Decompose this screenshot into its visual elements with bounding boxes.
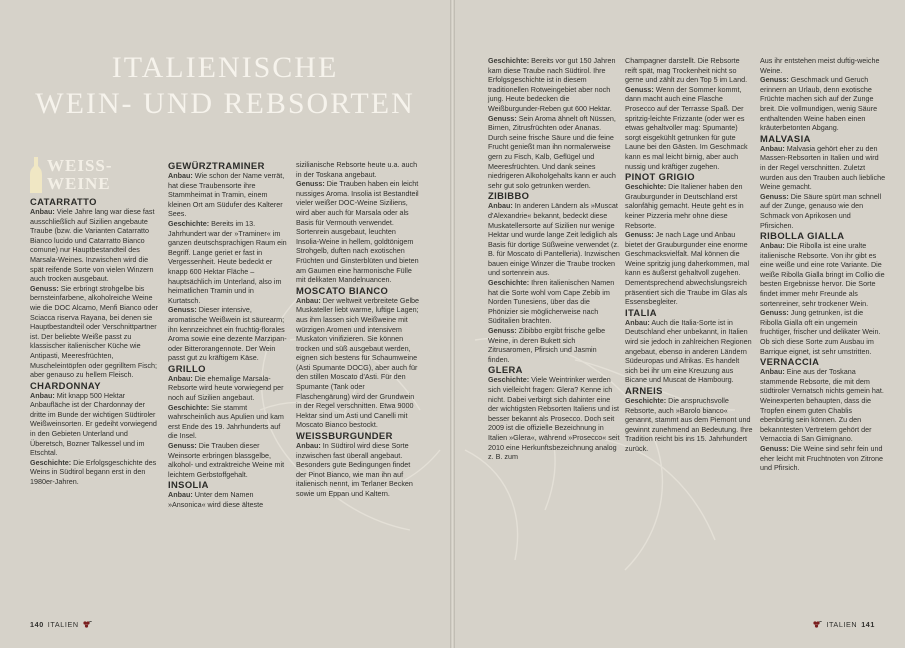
paragraph — [488, 201, 620, 278]
paragraph — [168, 441, 288, 479]
text: Malvasia gehört eher zu den Massen-Rebsorten in Italien und wird in der Regel verschnitten. Zuletzt wurden aus den Trauben auch liebliche Weine gemacht. — [760, 143, 886, 192]
paragraph — [30, 458, 158, 487]
text: Viele Weintrinker werden sich vielleicht fragen: Glera? Kenne ich nicht. Dabei verbirgt sich dahinter eine der wichtigsten Rebsorten Italiens und ist besser bekannt als Prosecco. Doch seit 2009 ist die offizielle Bezeichnung in Italien »Glera«, während »Prosecco« seit 2010 eine Herkunftsbezeichnung analog z. B. zum — [488, 375, 620, 462]
text: Die Weine sind sehr fein und eher leicht mit Fruchtnoten von Zitrone und Pfirsich. — [760, 443, 884, 473]
label: Genuss: — [760, 75, 789, 85]
paragraph — [30, 207, 158, 284]
heading-arneis: ARNEIS — [625, 385, 663, 396]
label: Genuss: — [168, 305, 197, 315]
label: Anbau: — [760, 367, 785, 377]
heading-moscato-bianco: MOSCATO BIANCO — [296, 284, 389, 296]
paragraph — [760, 192, 886, 230]
text: Mit knapp 500 Hektar Anbaufläche ist der Chardonnay der dritte im Bunde der wichtigen Südtiroler Weißweinsorten. Er gedeiht vorwiegend in den Gebieten Unterland und Überetsch, Bozner Talkessel und im Etschtal. — [30, 390, 157, 458]
heading-weissburgunder: WEISSBURGUNDER — [296, 430, 393, 442]
text: Sie stammt wahrscheinlich aus Apulien und kam erst Ende des 19. Jahrhunderts auf die Insel. — [168, 402, 284, 441]
text: Wenn der Sommer kommt, dann macht auch eine Flasche Prosecco auf der Terrasse Spaß. Der spritzig-leichte Frizzante (oder wer es etwas gehaltvoller mag: Spumante) sorgt eisgekühlt getrunken für gute Laune bei den Gästen. Im Geschmack kann es mal leicht birnig, aber auch nussig und kräftiger zugehen. — [625, 84, 748, 171]
grape-icon — [83, 621, 92, 628]
wine-bottle-icon — [30, 157, 42, 193]
heading-zibibbo: ZIBIBBO — [488, 190, 530, 202]
text: Die Trauben dieser Weinsorte erbringen blassgelbe, alkohol- und extraktreiche Weine mit leichtem Gerbstoffgehalt. — [168, 441, 285, 479]
heading-pinot-grigio: PINOT GRIGIO — [625, 171, 695, 183]
text: Die Italiener haben den Grauburgunder in Deutschland erst salonfähig gemacht. Heute geht es in keiner Pizzeria mehr ohne diese Rebsorte. — [625, 182, 744, 230]
text: Dieser intensive, aromatische Weißwein ist säurearm; ihn kennzeichnet ein fruchtig-florales Aroma sowie eine dezente Marzipan- oder Bitterorangennote. Der Wein passt gut zu kräftigem Käse. — [168, 305, 287, 363]
column-3 — [296, 160, 420, 499]
section-heading — [30, 157, 113, 193]
text: Sie erbringt strohgelbe bis bernsteinfarbene, alkoholreiche Weine wie die DOC Alcamo, Menfi Bianco oder Sciacca riserva Rayana, bei denen sie Hauptbestandteil oder Verschnittpartner ist. Der beliebte Weiße passt zu klassischer italienischer Küche wie Antipasti, Meeresfrüchten, Muscheleintöpfen oder gegrilltem Fisch; aber genauso zu hellem Fleisch. — [30, 283, 158, 380]
text: Eine aus der Toskana stammende Rebsorte, die mit dem südtiroler Vernatsch nichts gemein hat. Weinexperten behaupten, dass die Tropfen einem guten Chablis ebenbürtig sein können. Zu den bekanntesten Vertretern gehört der Vernaccia di San Gimignano. — [760, 367, 884, 444]
label: Genuss: — [625, 230, 654, 240]
heading-grillo: GRILLO — [168, 362, 206, 374]
title-line-2: WEIN- UND REBSORTEN — [35, 87, 415, 120]
text: Jung getrunken, ist die Ribolla Gialla oft ein ungemein fruchtiger, frischer und delikater Wein. Ob sich diese Sorte zum Ausbau im Barrique eignet, ist sehr umstritten. — [760, 308, 881, 356]
paragraph — [488, 375, 620, 461]
heading-chardonnay: CHARDONNAY — [30, 379, 101, 391]
label: Genuss: — [625, 84, 654, 94]
column-4 — [488, 56, 620, 462]
text: Die Säure spürt man schnell auf der Zunge, genauso wie den Schmack von Aprikosen und Pfirsichen. — [760, 191, 882, 230]
column-5 — [625, 56, 753, 454]
label: Anbau: — [488, 201, 513, 211]
page-number: 140 — [30, 620, 44, 629]
paragraph — [168, 219, 288, 305]
heading-vernaccia: VERNACCIA — [760, 356, 820, 368]
column-2 — [168, 160, 288, 510]
paragraph: Aus ihr entstehen meist duftig-weiche Weine. — [760, 56, 880, 75]
paragraph: sizilianische Rebsorte heute u.a. auch in der Toskana angebaut. — [296, 160, 418, 179]
label: Anbau: — [30, 390, 55, 400]
paragraph — [625, 85, 753, 171]
paragraph — [30, 391, 158, 458]
label: Geschichte: — [168, 218, 210, 228]
text: Die anspruchsvolle Rebsorte, auch »Barolo bianco« genannt, stammt aus dem Piemont und gewinnt zunehmend an Bedeutung. Ihre Tradition reicht bis ins 15. Jahrhundert zurück. — [625, 396, 753, 453]
text: In Südtirol wird diese Sorte inzwischen fast überall angebaut. Besonders gute Bedingungen findet der Pinot Bianco, wie man ihn auf italienisch nennt, im Terlaner Becken sowie um Eppan und Kaltern. — [296, 441, 413, 498]
label: Anbau: — [760, 241, 785, 251]
section-title-line-1: WEISS- — [47, 156, 113, 175]
label: Genuss: — [760, 443, 789, 453]
label: Anbau: — [30, 207, 55, 216]
label: Genuss: — [488, 113, 517, 123]
paragraph — [760, 444, 886, 473]
label: Geschichte: — [488, 278, 530, 288]
text: Zibibbo ergibt frische gelbe Weine, in deren Bukett sich Zitrusaromen, Pfirsich und Jasmin finden. — [488, 326, 606, 364]
text: Der weltweit verbreitete Gelbe Muskateller liebt warme, luftige Lagen; aus ihm lassen sich Weißweine mit würzigen Aromen und intensivem Muskaton vinifizieren. Sie können trocken und süß ausgebaut werden, eignen sich bestens für Schaumweine (Asti Spumante DOCG), aber auch für den stillen Moscato d'Asti. Für den Spumante (Tank oder Flaschengärung) wird der Grundwein in der Regel verschnitten. Etwa 9000 Hektar sind um Asti und Canelli mit Moscato Bianco bestockt. — [296, 295, 420, 430]
paragraph — [625, 396, 753, 454]
text: Wie schon der Name verrät, hat diese Traubensorte ihre Stammheimat in Tramin, einem kleinen Ort am Südufer des Kalterer Sees. — [168, 171, 285, 219]
paragraph: Champagner darstellt. Die Rebsorte reift spät, mag Trockenheit nicht so gerne und zählt zu den Top 5 im Land. — [625, 56, 748, 85]
text: Die Erfolgsgeschichte des Weins in Südtirol begann erst in den 1980er-Jahren. — [30, 457, 157, 487]
right-page — [455, 0, 905, 648]
left-page — [0, 0, 450, 648]
label: Anbau: — [296, 295, 321, 305]
label: Anbau: — [625, 317, 650, 327]
heading-italia: ITALIA — [625, 306, 657, 318]
label: Genuss: — [30, 283, 59, 293]
text: In anderen Ländern als »Muscat d'Alexandrie« bekannt, bedeckt diese Muskatellersorte auf Sizilien nur wenige Hektar und wurde lange Zeit lediglich als Basis für dortige Süßweine verwendet (z. B. für Moscato di Pantelleria). Inzwischen bauen einige Winzer die Traube trocken und sortenrein aus. — [488, 201, 620, 278]
label: Geschichte: — [625, 182, 667, 192]
text: Ihren italienischen Namen hat die Sorte wohl vom Cape Zebib im Norden Tunesiens, über das die Phönizier sie möglicherweise nach Süditalien brachten. — [488, 278, 615, 326]
paragraph — [168, 305, 288, 363]
section-title — [47, 157, 113, 193]
label: Anbau: — [168, 373, 193, 383]
column-1 — [30, 196, 158, 487]
paragraph — [168, 171, 288, 219]
text: Die Ribolla ist eine uralte italienische Rebsorte. Von ihr gibt es eine weiße und eine rote Variante. Die weiße Ribolla Gialla bringt im Collio die besten Ergebnisse hervor. Die Sorte findet immer mehr Freunde als sortenreiner, sehr trockener Wein. — [760, 241, 885, 308]
chapter-name: ITALIEN — [47, 620, 79, 629]
label: Anbau: — [168, 490, 193, 500]
heading-catarratto: CATARRATTO — [30, 196, 97, 207]
text: Viele Jahre lang war diese fast ausschließlich auf Sizilien angebaute Traube (bzw. die Varianten Catarratto Bianco lucido und Catarratto Bianco comune) nur Hauptbestandteil des Marsala-Weines. Inzwischen wird die spät reifende Sorte von vielen Winzern auch trocken ausgebaut. — [30, 207, 155, 284]
heading-glera: GLERA — [488, 364, 523, 376]
label: Genuss: — [488, 326, 517, 336]
text: Die Trauben haben ein leicht nussiges Aroma. Insolia ist Bestandteil vieler weißer DOC-Weine Siziliens, wird aber auch für Marsala oder als Basis für Vermouth verwendet. Sortenrein ausgebaut, leuchten Insolia-Weine in hellem, goldtönigem Strohgelb, duften nach exotischen Früchten und Ginsterblüten und bieten am Gaumen eine harmonische Fülle mit delikaten Mandelnuancen. — [296, 179, 419, 285]
title-line-1: ITALIENISCHE — [111, 51, 339, 84]
text: Sein Aroma ähnelt oft Nüssen, Birnen, Zitrusfrüchten oder Ananas. Durch seine frische Säure und die feine Frucht genießt man ihn normalerweise gern zu Fisch, Kalb, Geflügel und Meeresfrüchten. Und dank seines niedrigeren Alkoholgehalts kann er auch sehr gut solo getrunken werden. — [488, 113, 616, 190]
text: Auch die Italia-Sorte ist in Deutschland eher unbekannt, in Italien wird sie jedoch in zahlreichen Regionen angebaut, ebenso in anderen Ländern Südeuropas und Afrikas. Es handelt sich bei ihr um eine Kreuzung aus Bicane und Muscat de Hambourg. — [625, 317, 752, 385]
section-title-line-2: WEINE — [47, 174, 111, 193]
text: Unter dem Namen »Ansonica« wird diese älteste — [168, 490, 264, 509]
heading-malvasia: MALVASIA — [760, 132, 811, 144]
paragraph — [488, 326, 620, 364]
paragraph — [168, 490, 288, 509]
paragraph — [168, 374, 288, 403]
paragraph — [760, 308, 886, 356]
paragraph — [296, 296, 420, 430]
paragraph — [296, 179, 420, 285]
text: Bereits im 13. Jahrhundert war der »Traminer« im ganzen deutschsprachigen Raum ein Begriff. Lange geriet er fast in Vergessenheit. Heute bedeckt er knapp 600 Hektar Fläche – hauptsächlich im Unterland, also im heimatlichen Tramin und in Kurtatsch. — [168, 218, 287, 305]
paragraph — [168, 403, 288, 441]
paragraph — [30, 284, 158, 380]
heading-insolia: INSOLIA — [168, 479, 209, 491]
page-number: 141 — [861, 620, 875, 629]
paragraph — [760, 144, 886, 192]
chapter-name: ITALIEN — [826, 620, 858, 629]
label: Geschichte: — [625, 396, 667, 405]
paragraph — [488, 56, 620, 114]
label: Genuss: — [296, 179, 325, 189]
paragraph — [625, 230, 753, 307]
paragraph — [760, 241, 886, 308]
text: Bereits vor gut 150 Jahren kam diese Traube nach Südtirol. Ihre Erfolgsgeschichte ist in diesem traditionellen Rotweingebiet aber noch jung. Heute bedecken die Weißburgunder-Reben gut 600 Hektar. — [488, 56, 616, 113]
text: Je nach Lage und Anbau bietet der Grauburgunder eine enorme Geschmacksvielfalt. Mal können die Weine spritzig jung daherkommen, mal kann es äußerst gehaltvoll zugehen. Dementsprechend abwechslungsreich präsentiert sich die Traube im Glas als Essensbegleiter. — [625, 230, 750, 307]
text: Die ehemalige Marsala-Rebsorte wird heute vorwiegend per noch auf Sizilien angebaut. — [168, 373, 284, 403]
paragraph — [488, 278, 620, 326]
label: Genuss: — [168, 441, 197, 451]
paragraph — [625, 182, 753, 230]
label: Anbau: — [168, 171, 193, 180]
paragraph — [760, 75, 886, 133]
paragraph — [760, 367, 886, 444]
label: Geschichte: — [488, 375, 530, 385]
column-6 — [760, 56, 886, 473]
paragraph — [625, 318, 753, 385]
label: Genuss: — [760, 308, 789, 318]
label: Geschichte: — [30, 457, 72, 467]
label: Geschichte: — [168, 402, 210, 412]
left-footer — [30, 620, 92, 629]
heading-ribolla-gialla: RIBOLLA GIALLA — [760, 230, 845, 242]
paragraph — [488, 114, 620, 191]
right-footer — [813, 620, 875, 629]
paragraph — [296, 441, 420, 499]
label: Genuss: — [760, 191, 789, 201]
label: Geschichte: — [488, 56, 530, 65]
page-title — [0, 50, 450, 122]
text: Geschmack und Geruch erinnern an Urlaub, denn exotische Früchte machen sich auf der Zunge breit. Die vollmundigen, wenig Säure enthaltenden Weine haben einen kräuterbetonten Abgang. — [760, 75, 878, 133]
grape-icon — [813, 621, 822, 628]
label: Anbau: — [296, 441, 321, 451]
heading-gewuerztraminer: GEWÜRZTRAMINER — [168, 160, 265, 171]
label: Anbau: — [760, 143, 785, 153]
